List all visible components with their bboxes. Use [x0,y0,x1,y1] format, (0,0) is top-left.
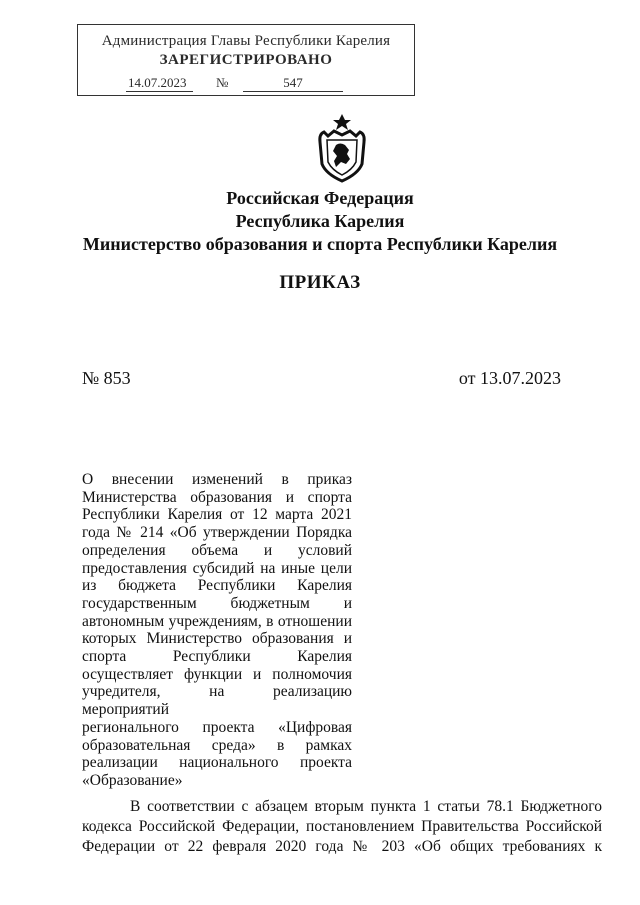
subject-line: образовательная среда» в рамках [82,736,352,754]
document-type: ПРИКАЗ [279,272,361,293]
stamp-registered-label: ЗАРЕГИСТРИРОВАНО [159,52,333,68]
subject-line: из бюджета Республики Карелия [82,577,352,595]
body-line: Федерации от 22 февраля 2020 года № 203 «Об общих требованиях к [82,838,602,855]
stamp-date: 14.07.2023 [126,75,193,92]
subject-line: реализации национального проекта [82,754,352,772]
subject-line: «Образование» [82,771,183,789]
stamp-organization: Администрация Главы Республики Карелия [101,33,391,49]
region-title: Республика Карелия [235,211,405,231]
subject-line: государственным бюджетным и [82,594,352,612]
subject-line: предоставления субсидий на иные цели [82,559,352,577]
subject-line: которых Министерство образования и [82,630,352,648]
subject-line: регионального проекта «Цифровая [82,718,352,736]
stamp-number-sign: № [216,75,229,90]
country-title: Российская Федерация [226,188,414,208]
order-body [82,797,602,857]
karelia-coat-of-arms-icon [314,112,370,184]
order-number: № 853 [82,368,131,388]
order-subject [82,471,352,790]
registration-stamp [77,24,415,96]
subject-line: Республики Карелия от 12 марта 2021 [82,506,352,524]
subject-line: года № 214 «Об утверждении Порядка [82,524,352,542]
subject-line: учредителя, на реализацию мероприятий [82,683,352,719]
subject-line: спорта Республики Карелия [82,648,352,666]
body-line: В соответствии с абзацем вторым пункта 1 статьи 78.1 Бюджетного [130,798,602,815]
ministry-title: Министерство образования и спорта Республики Карелия [82,234,558,254]
subject-line: определения объема и условий [82,541,352,559]
stamp-number: 547 [243,75,343,92]
order-date: от 13.07.2023 [458,368,561,388]
subject-line: автономным учреждениям, в отношении [82,612,352,630]
subject-line: Министерства образования и спорта [82,488,352,506]
subject-line: осуществляет функции и полномочия [82,665,352,683]
subject-line: О внесении изменений в приказ [82,471,352,488]
body-line: кодекса Российской Федерации, постановлением Правительства Российской [82,818,602,835]
